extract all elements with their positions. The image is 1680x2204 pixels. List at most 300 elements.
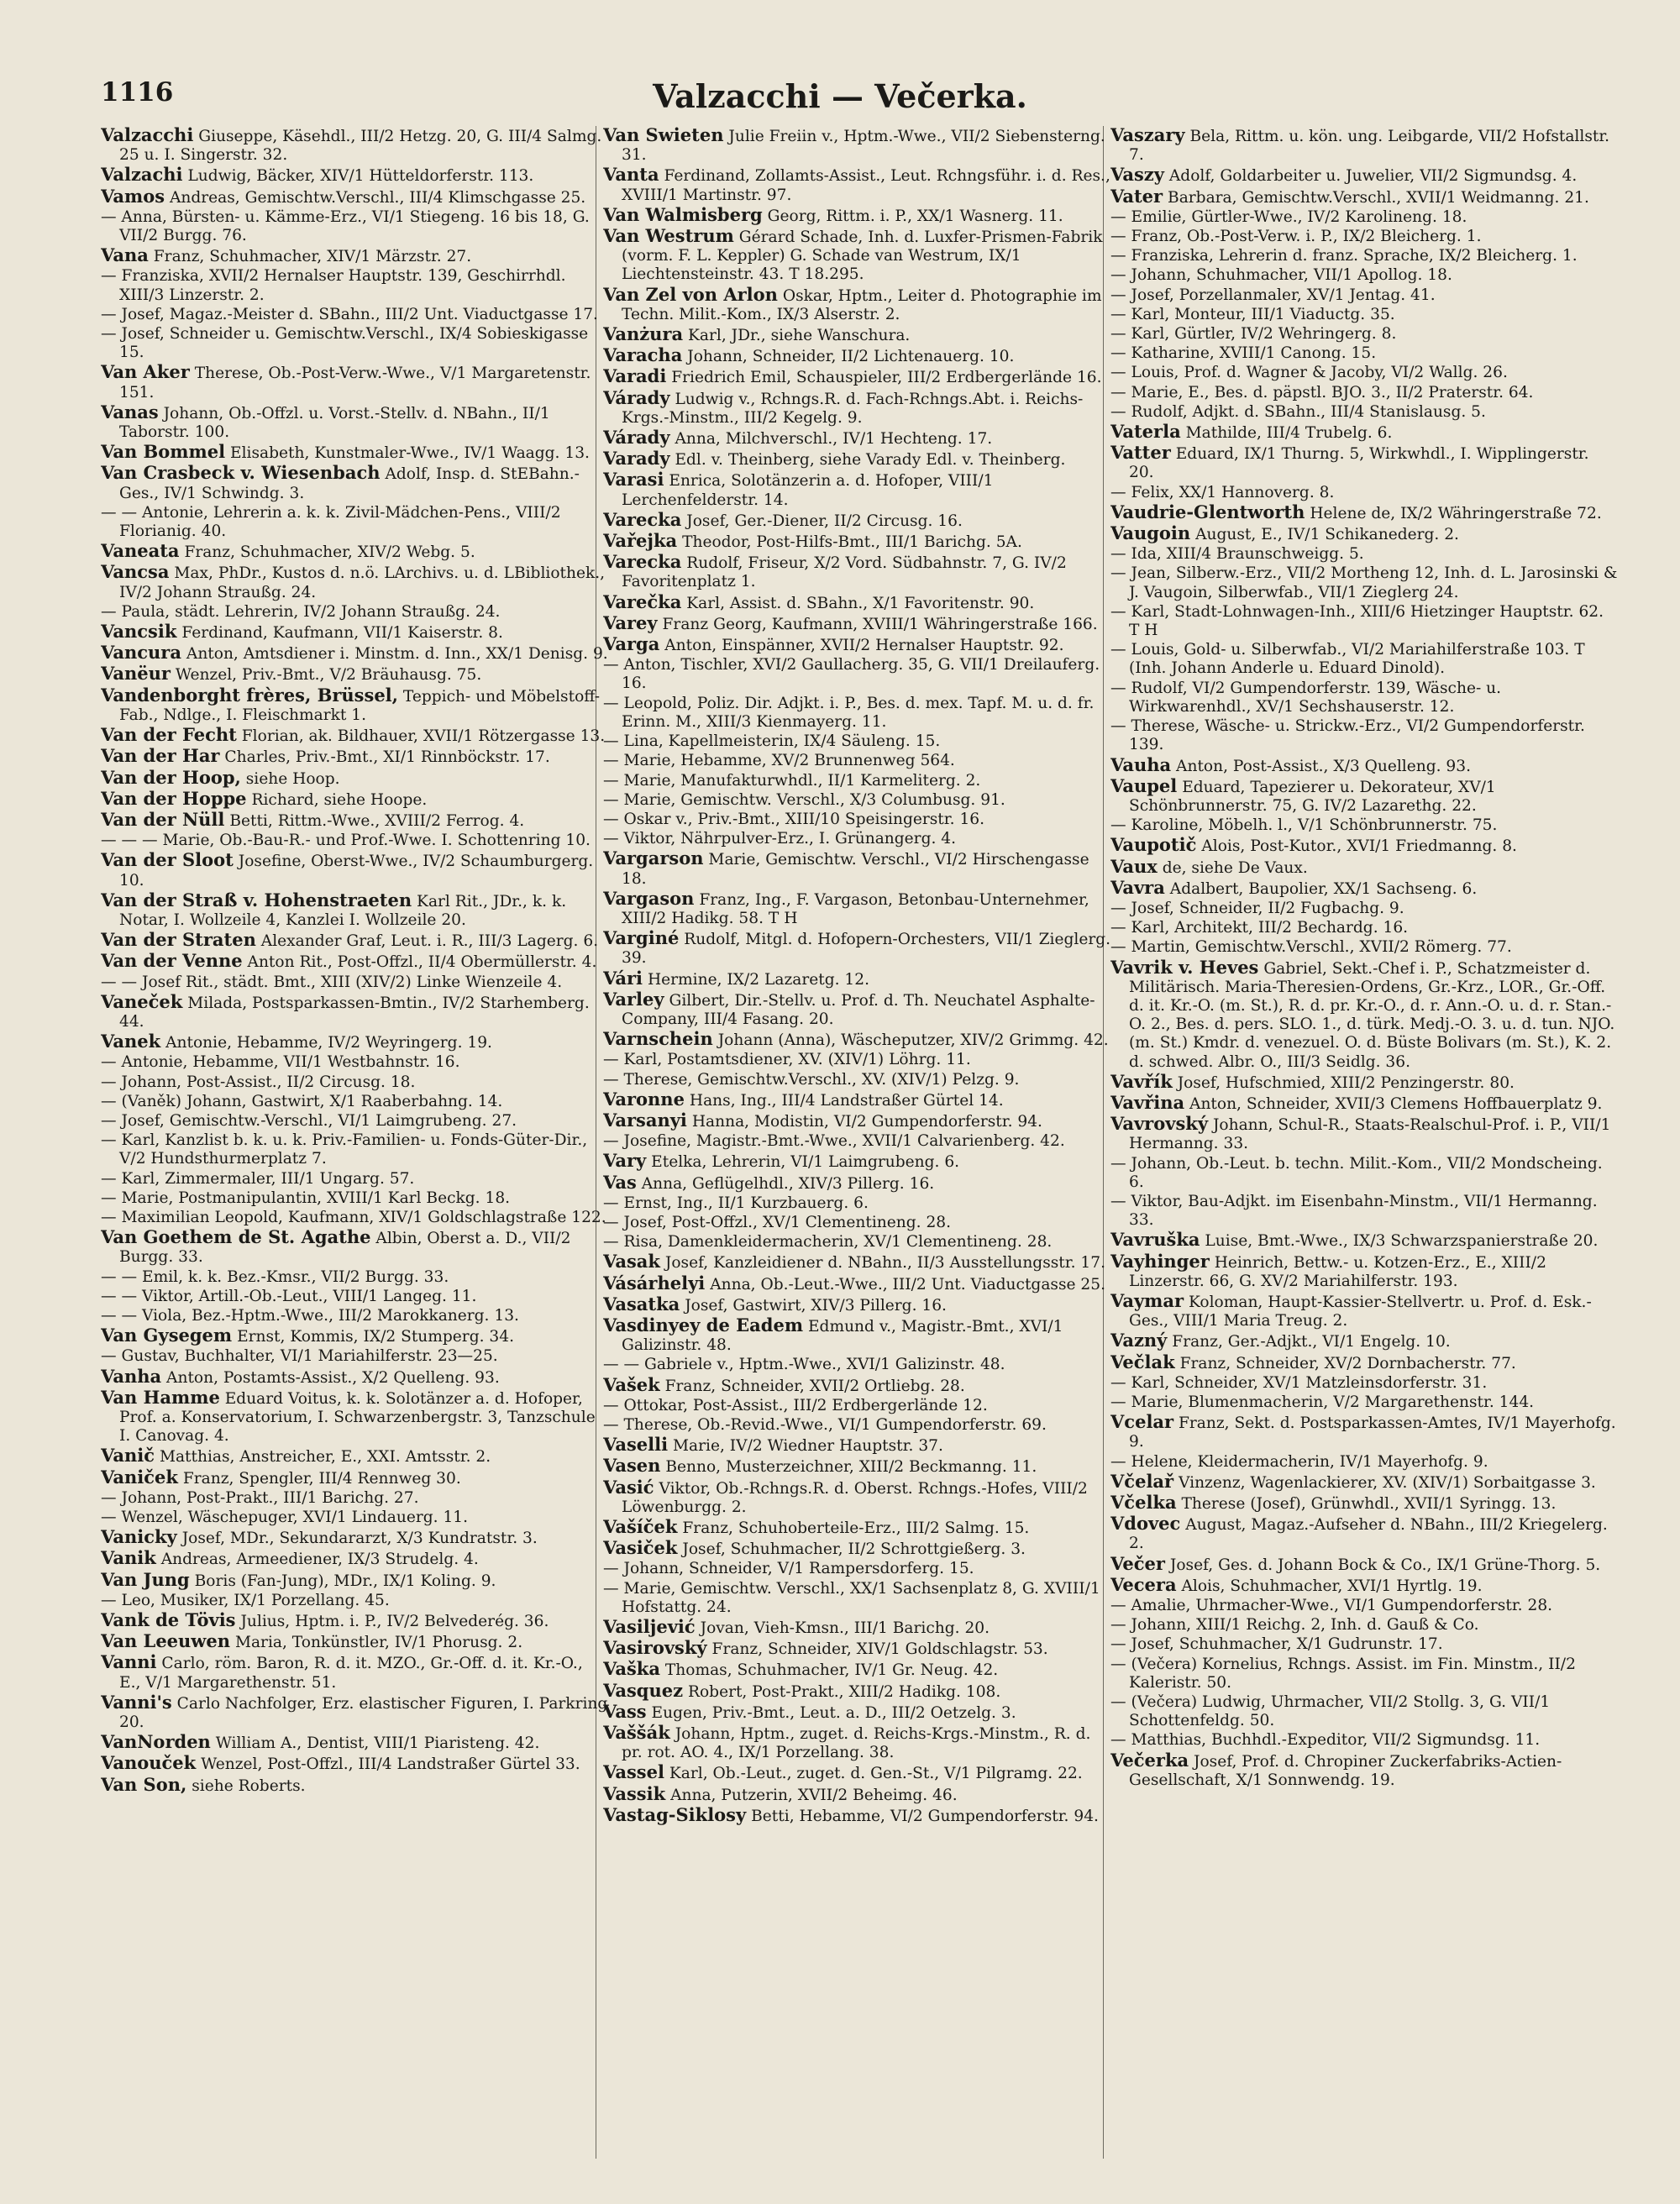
entry-details: Anna, Putzerin, XVII/2 Beheimg. 46.	[670, 1786, 958, 1804]
directory-entry	[101, 766, 609, 789]
directory-entry	[603, 929, 1111, 968]
directory-entry	[603, 635, 1111, 655]
entry-details: Karl, JDr., siehe Wanschura.	[688, 327, 911, 345]
entry-surname: Vecera	[1110, 1573, 1177, 1595]
entry-details: Wenzel, Priv.-Bmt., V/2 Bräuhausg. 75.	[175, 666, 482, 685]
directory-entry	[101, 1549, 609, 1569]
entry-surname: Vancura	[101, 642, 181, 664]
entry-details: — Franz, Ob.-Post-Verw. i. P., IX/2 Bleicherg. 1.	[1110, 228, 1482, 246]
entry-surname: Van Jung	[101, 1568, 190, 1590]
entry-details: Ludwig v., Rchngs.R. d. Fach-Rchngs.Abt. i. Reichs-Krgs.-Minstm., III/2 Kegelg. 9.	[622, 390, 1084, 427]
directory-entry	[1110, 774, 1619, 816]
entry-details: Matthias, Anstreicher, E., XXI. Amtsstr. 2.	[159, 1448, 491, 1467]
entry-surname: Van Swieten	[603, 126, 724, 145]
entry-details: Theodor, Post-Hilfs-Bmt., III/1 Barichg. 5A.	[682, 533, 1022, 552]
directory-entry	[101, 246, 609, 266]
directory-entry	[1110, 938, 1619, 957]
directory-entry	[603, 1456, 1111, 1477]
entry-details: — Johann, XIII/1 Reichg. 2, Inh. d. Gauß & Co.	[1110, 1616, 1479, 1635]
entry-details: — Antonie, Hebamme, VII/1 Westbahnstr. 16.	[101, 1053, 460, 1072]
directory-entry	[1110, 1472, 1619, 1493]
directory-entry	[603, 611, 1111, 634]
directory-entry	[101, 1773, 609, 1796]
entry-details: — Josef, Schneider u. Gemischtw.Verschl., IX/4 Sobieskigasse 15.	[101, 325, 589, 362]
entry-details: Eduard, IX/1 Thurng. 5, Wirkwhdl., I. Wipplingerstr. 20.	[1129, 445, 1589, 482]
directory-entry	[603, 1233, 1111, 1252]
entry-details: Florian, ak. Bildhauer, XVII/1 Rötzergasse 13.	[241, 727, 606, 746]
entry-details: — Marie, E., Bes. d. päpstl. BJO. 3., II/2 Praterstr. 64.	[1110, 383, 1534, 401]
entry-details: Anton Rit., Post-Offzl., II/4 Obermüllerstr. 4.	[247, 953, 597, 972]
directory-entry	[603, 1700, 1111, 1723]
entry-details: — — Viola, Bez.-Hptm.-Wwe., III/2 Marokkanerg. 13.	[101, 1306, 519, 1325]
entry-details: Marie, IV/2 Wiedner Hauptstr. 37.	[673, 1437, 943, 1456]
entry-surname: Varga	[603, 633, 660, 655]
entry-surname: Vašíček	[603, 1516, 678, 1538]
directory-entry	[603, 1173, 1111, 1194]
entry-surname: Včelař	[1110, 1470, 1174, 1492]
entry-surname: Van der Venne	[101, 950, 243, 972]
entry-details: — Oskar v., Priv.-Bmt., XIII/10 Speisingerstr. 16.	[603, 810, 985, 828]
entry-details: Anton, Amtsdiener i. Minstm. d. Inn., XX/1 Denisg. 9.	[186, 645, 608, 664]
directory-entry	[101, 1209, 609, 1227]
entry-surname: Vanha	[101, 1365, 162, 1387]
entry-details: Giuseppe, Käsehdl., III/2 Hetzg. 20, G. III/4 Salmg. 25 u. I. Singerstr. 32.	[119, 128, 602, 165]
entry-surname: Večer	[1110, 1552, 1165, 1574]
directory-entry	[1110, 1091, 1619, 1114]
entry-details: Edmund v., Magistr.-Bmt., XVI/1 Galizinstr. 48.	[622, 1317, 1063, 1355]
entry-details: — Maximilian Leopold, Kaufmann, XIV/1 Goldschlagstraße 122.	[101, 1208, 606, 1226]
directory-entry	[603, 830, 1111, 848]
directory-entry	[603, 1518, 1111, 1538]
directory-entry	[603, 1618, 1111, 1638]
entry-surname: Vary	[603, 1150, 647, 1172]
directory-entry	[101, 1288, 609, 1306]
entry-details: — Karl, Postamtsdiener, XV. (XIV/1) Löhrg. 11.	[603, 1051, 971, 1069]
entry-details: Franz, Schuhmacher, XIV/1 Märzstr. 27.	[153, 248, 472, 266]
directory-entry	[1110, 364, 1619, 382]
entry-details: — Ottokar, Post-Assist., III/2 Erdbergerlände 12.	[603, 1396, 988, 1414]
entry-details: — — Viktor, Artill.-Ob.-Leut., VIII/1 Langeg. 11.	[101, 1287, 477, 1305]
directory-entry	[1110, 1374, 1619, 1393]
directory-entry	[603, 969, 1111, 989]
entry-details: Gilbert, Dir.-Stellv. u. Prof. d. Th. Neuchatel Asphalte-Company, III/4 Fasang. 20.	[622, 991, 1095, 1028]
directory-entry	[101, 1388, 609, 1446]
entry-details: Franz, Ing., F. Vargason, Betonbau-Unternehmer, XIII/2 Hadikg. 58. T H	[622, 890, 1089, 927]
entry-details: — Karl, Gürtler, IV/2 Wehringerg. 8.	[1110, 325, 1397, 344]
entry-surname: Van Hamme	[101, 1386, 220, 1408]
entry-details: Eduard Voitus, k. k. Solotänzer a. d. Hofoper, Prof. a. Konservatorium, I. Schwarzenbergstr. 3, Tanzschule I. Canovag. 4.	[119, 1389, 596, 1446]
directory-entry	[1110, 126, 1619, 165]
directory-entry	[603, 1030, 1111, 1050]
directory-entry	[101, 542, 609, 562]
entry-surname: Vasiljević	[603, 1616, 696, 1638]
directory-entry	[101, 1268, 609, 1287]
directory-entry	[101, 931, 609, 951]
entry-details: — Karoline, Möbelh. l., V/1 Schönbrunnerstr. 75.	[1110, 816, 1498, 835]
entry-details: — Paula, städt. Lehrerin, IV/2 Johann Straußg. 24.	[101, 602, 501, 621]
entry-surname: Vasquez	[603, 1679, 684, 1701]
entry-details: Andreas, Armeediener, IX/3 Strudelg. 4.	[160, 1551, 479, 1569]
entry-details: Anna, Milchverschl., IV/1 Hechteng. 17.	[675, 430, 993, 449]
entry-details: — Marie, Manufakturwhdl., II/1 Karmeliterg. 2.	[603, 771, 981, 790]
directory-entry	[1110, 836, 1619, 856]
entry-surname: Van der Sloot	[101, 849, 234, 871]
directory-entry	[603, 126, 1111, 165]
entry-surname: Vanek	[101, 1031, 161, 1052]
directory-entry	[603, 1152, 1111, 1172]
entry-surname: Vasdinyey de Eadem	[603, 1314, 804, 1336]
entry-details: Teppich- und Möbelstoff-Fab., Ndlge., I. Fleischmarkt 1.	[119, 687, 601, 724]
directory-entry	[1110, 1731, 1619, 1750]
entry-details: Josef, Ges. d. Johann Bock & Co., IX/1 Grüne-Thorg. 5.	[1169, 1556, 1601, 1574]
directory-entry	[101, 747, 609, 767]
directory-entry	[1110, 545, 1619, 564]
directory-entry	[101, 464, 609, 502]
entry-details: Maria, Tonkünstler, IV/1 Phorusg. 2.	[234, 1634, 523, 1652]
directory-entry	[101, 851, 609, 889]
entry-details: Adolf, Goldarbeiter u. Juwelier, VII/2 Sigmundsg. 4.	[1168, 167, 1578, 186]
directory-entry	[1110, 325, 1619, 344]
directory-entry	[101, 1509, 609, 1527]
directory-entry	[101, 187, 609, 207]
directory-entry	[603, 1679, 1111, 1702]
entry-details: — Leopold, Poliz. Dir. Adjkt. i. P., Bes. d. mex. Tapf. M. u. d. fr. Erinn. M., XIII/3 Kienmayerg. 11.	[603, 694, 1095, 731]
entry-surname: Vaneček	[101, 990, 183, 1012]
entry-details: — Viktor, Nährpulver-Erz., I. Grünangerg. 4.	[603, 830, 957, 848]
entry-surname: Vargarson	[603, 847, 704, 869]
entry-surname: Varecka	[603, 551, 682, 573]
entry-details: Jovan, Vieh-Kmsn., III/1 Barichg. 20.	[700, 1619, 990, 1638]
entry-surname: Vasatka	[603, 1293, 680, 1315]
entry-details: Carlo, röm. Baron, R. d. it. MZO., Gr.-Off. d. it. Kr.-O., E., V/1 Margarethenstr. 51.	[119, 1655, 583, 1692]
entry-details: Thomas, Schuhmacher, IV/1 Gr. Neug. 42.	[664, 1661, 999, 1680]
directory-entry	[1110, 1193, 1619, 1230]
entry-details: Georg, Rittm. i. P., XX/1 Wasnerg. 11.	[767, 207, 1063, 225]
entry-surname: Vanni	[101, 1651, 157, 1673]
entry-details: Anton, Postamts-Assist., X/2 Quelleng. 93.	[166, 1368, 500, 1387]
directory-entry	[603, 1132, 1111, 1151]
entry-details: Helene de, IX/2 Währingerstraße 72.	[1310, 504, 1602, 522]
directory-entry	[1110, 403, 1619, 422]
entry-surname: Van der Hoppe	[101, 787, 247, 809]
entry-surname: Vaniček	[101, 1466, 178, 1488]
entry-details: Franz, Schneider, XV/2 Dornbacherstr. 77.	[1179, 1354, 1516, 1372]
entry-details: — Therese, Gemischtw.Verschl., XV. (XIV/1) Pelzg. 9.	[603, 1070, 1020, 1089]
directory-entry	[101, 1228, 609, 1267]
entry-details: — Rudolf, Adjkt. d. SBahn., III/4 Stanislausg. 5.	[1110, 402, 1486, 421]
entry-details: Alois, Schuhmacher, XVI/1 Hyrtlg. 19.	[1181, 1577, 1483, 1595]
entry-details: Eugen, Priv.-Bmt., Leut. a. D., III/2 Oetzelg. 3.	[651, 1703, 1016, 1722]
directory-entry	[603, 1214, 1111, 1232]
entry-details: Josef, MDr., Sekundararzt, X/3 Kundratstr. 3.	[181, 1530, 538, 1548]
column-1	[101, 126, 609, 2159]
entry-details: Johann, Hptm., zuget. d. Reichs-Krgs.-Minstm., R. d. pr. rot. AO. 4., IX/1 Porzellang. 38.	[622, 1725, 1091, 1762]
directory-entry	[1110, 306, 1619, 324]
entry-details: Josef, Ger.-Diener, II/2 Circusg. 16.	[686, 512, 963, 530]
entry-surname: Van Zel von Arlon	[603, 283, 778, 305]
entry-surname: Van Walmisberg	[603, 203, 763, 225]
entry-surname: Van der Straten	[101, 929, 256, 951]
directory-entry	[101, 891, 609, 930]
entry-details: William A., Dentist, VIII/1 Piaristeng. 42.	[215, 1734, 540, 1753]
directory-entry	[603, 1252, 1111, 1273]
entry-details: — Josef, Magaz.-Meister d. SBahn., III/2 Unt. Viaductgasse 17.	[101, 305, 598, 323]
directory-entry	[1110, 1552, 1619, 1575]
directory-entry	[101, 504, 609, 541]
directory-entry	[603, 1660, 1111, 1680]
entry-details: Franz, Schneider, XVII/2 Ortliebg. 28.	[664, 1377, 965, 1395]
entry-details: — Marie, Postmanipulantin, XVIII/1 Karl Beckg. 18.	[101, 1189, 511, 1207]
entry-surname: Vamos	[101, 185, 165, 207]
entry-details: Andreas, Gemischtw.Verschl., III/4 Klimschgasse 25.	[169, 188, 586, 207]
directory-entry	[1110, 1353, 1619, 1373]
entry-details: Karl, Assist. d. SBahn., X/1 Favoritenstr. 90.	[686, 594, 1035, 612]
entry-surname: Vaudrie-Glentworth	[1110, 501, 1305, 522]
entry-surname: Vandenborght frères, Brüssel,	[101, 684, 398, 706]
entry-details: Franz, Ger.-Adjkt., VI/1 Engelg. 10.	[1172, 1333, 1451, 1351]
entry-details: — Karl, Zimmermaler, III/1 Ungarg. 57.	[101, 1169, 415, 1188]
directory-entry	[101, 208, 609, 245]
directory-entry	[603, 1194, 1111, 1213]
entry-details: Karl Rit., JDr., k. k. Notar, I. Wollzeile 4, Kanzlei I. Wollzeile 20.	[119, 892, 567, 929]
entry-details: Adalbert, Baupolier, XX/1 Sachseng. 6.	[1169, 879, 1478, 898]
entry-details: Josef, Kanzleidiener d. NBahn., II/3 Ausstellungsstr. 17.	[664, 1254, 1106, 1273]
directory-entry	[1110, 1453, 1619, 1472]
entry-details: Ferdinand, Kaufmann, VII/1 Kaiserstr. 8.	[181, 624, 503, 643]
entry-details: — Johann, Post-Prakt., III/1 Barichg. 27.	[101, 1488, 419, 1507]
entry-surname: Vancsa	[101, 561, 170, 583]
directory-entry	[1110, 876, 1619, 899]
directory-entry	[1110, 1231, 1619, 1251]
entry-surname: Valzachi	[101, 164, 183, 186]
directory-entry	[603, 1051, 1111, 1069]
entry-surname: Van Goethem de St. Agathe	[101, 1226, 371, 1248]
entry-surname: Varsanyi	[603, 1109, 687, 1131]
directory-entry	[603, 791, 1111, 810]
entry-surname: Vanta	[603, 164, 659, 186]
entry-surname: Vavrik v. Heves	[1110, 956, 1259, 978]
entry-details: Alexander Graf, Leut. i. R., III/3 Lagerg. 6.	[260, 932, 599, 951]
directory-entry	[603, 695, 1111, 732]
entry-details: Julius, Hptm. i. P., IV/2 Belvederég. 36.	[240, 1613, 549, 1631]
entry-surname: Vanik	[101, 1547, 156, 1569]
entry-surname: Vaselli	[603, 1434, 669, 1456]
entry-details: Edl. v. Theinberg, siehe Varady Edl. v. Theinberg.	[675, 451, 1066, 470]
entry-surname: Van Westrum	[603, 225, 734, 247]
entry-details: Antonie, Hebamme, IV/2 Weyringerg. 19.	[165, 1034, 492, 1052]
entry-surname: Vazný	[1110, 1330, 1168, 1351]
entry-details: — Anton, Tischler, XVI/2 Gaullacherg. 35, G. VII/1 Dreilauferg. 16.	[603, 656, 1100, 693]
entry-details: — Ida, XIII/4 Braunschweigg. 5.	[1110, 545, 1364, 564]
directory-entry	[1110, 1115, 1619, 1153]
entry-surname: Vass	[603, 1700, 647, 1722]
entry-surname: Vauha	[1110, 753, 1172, 775]
directory-entry	[101, 1073, 609, 1092]
entry-details: Enrica, Solotänzerin a. d. Hofoper, VIII/1 Lerchenfelderstr. 14.	[622, 472, 994, 509]
directory-entry	[603, 772, 1111, 790]
directory-entry	[603, 811, 1111, 829]
entry-details: — Josef, Schneider, II/2 Fugbachg. 9.	[1110, 899, 1404, 917]
directory-entry	[603, 752, 1111, 770]
entry-surname: Vanicky	[101, 1526, 177, 1548]
entry-surname: Vaterla	[1110, 421, 1181, 443]
directory-entry	[101, 1733, 609, 1753]
entry-surname: Varonne	[603, 1088, 685, 1110]
entry-details: Franz, Spengler, III/4 Rennweg 30.	[182, 1469, 461, 1488]
directory-entry	[101, 1170, 609, 1189]
entry-details: — Karl, Architekt, III/2 Bechardg. 16.	[1110, 919, 1409, 937]
entry-surname: Vanni's	[101, 1691, 172, 1713]
entry-details: — Karl, Stadt-Lohnwagen-Inh., XIII/6 Hietzinger Hauptstr. 62. T H	[1110, 602, 1604, 640]
entry-details: — Wenzel, Wäschepuger, XVI/1 Lindauerg. 11.	[101, 1509, 469, 1527]
entry-details: Betti, Hebamme, VI/2 Gumpendorferstr. 94.	[751, 1807, 1099, 1825]
entry-details: Anna, Ob.-Leut.-Wwe., III/2 Unt. Viaductgasse 25.	[710, 1275, 1105, 1294]
entry-details: Therese (Josef), Grünwhdl., XVII/1 Syringg. 13.	[1181, 1495, 1557, 1514]
entry-surname: Van Son,	[101, 1773, 187, 1795]
entry-surname: Vaymar	[1110, 1289, 1184, 1311]
entry-surname: Vaupel	[1110, 774, 1178, 796]
directory-entry	[1110, 286, 1619, 305]
entry-details: Josefine, Oberst-Wwe., IV/2 Schaumburgerg. 10.	[119, 853, 594, 889]
entry-details: — Johann, Schneider, V/1 Rampersdorferg. 15.	[603, 1560, 974, 1578]
entry-surname: Večlak	[1110, 1351, 1175, 1372]
entry-surname: Vavřík	[1110, 1070, 1173, 1092]
entry-details: de, siehe De Vaux.	[1162, 858, 1308, 877]
directory-entry	[1110, 165, 1619, 186]
entry-details: Robert, Post-Prakt., XIII/2 Hadikg. 108.	[687, 1682, 1001, 1701]
directory-entry	[603, 1478, 1111, 1517]
directory-entry	[1110, 208, 1619, 227]
entry-surname: Vanič	[101, 1445, 155, 1467]
entry-surname: Varečka	[603, 590, 682, 612]
directory-entry	[101, 1693, 609, 1732]
directory-entry	[1110, 641, 1619, 678]
entry-details: — Matthias, Buchhdl.-Expeditor, VII/2 Sigmundsg. 11.	[1110, 1731, 1541, 1750]
entry-details: — Ernst, Ing., II/1 Kurzbauerg. 6.	[603, 1194, 869, 1212]
entry-surname: Várady	[603, 386, 670, 408]
entry-surname: Vater	[1110, 185, 1163, 207]
directory-entry	[1110, 900, 1619, 918]
directory-entry	[603, 1356, 1111, 1374]
entry-surname: Van der Fecht	[101, 724, 237, 746]
directory-entry	[603, 1639, 1111, 1659]
entry-surname: Van der Nüll	[101, 808, 225, 830]
directory-entry	[101, 1592, 609, 1610]
entry-surname: Včelka	[1110, 1492, 1177, 1514]
directory-entry	[603, 1090, 1111, 1110]
entry-details: Johann, Schul-R., Staats-Realschul-Prof. i. P., VII/1 Hermanng. 33.	[1129, 1116, 1611, 1153]
entry-details: Oskar, Hptm., Leiter d. Photographie im Techn. Milit.-Kom., IX/3 Alserstr. 2.	[622, 286, 1102, 323]
directory-entry	[101, 952, 609, 972]
entry-details: — Felix, XX/1 Hannoverg. 8.	[1110, 483, 1335, 501]
entry-details: Anton, Post-Assist., X/3 Quelleng. 93.	[1176, 757, 1471, 775]
directory-entry	[1110, 564, 1619, 601]
directory-entry	[603, 165, 1111, 204]
entry-details: Therese, Ob.-Post-Verw.-Wwe., V/1 Margaretenstr. 151.	[119, 365, 591, 401]
directory-entry	[1110, 717, 1619, 754]
directory-entry	[1110, 1616, 1619, 1635]
directory-entry	[1110, 1635, 1619, 1654]
entry-surname: Van Gysegem	[101, 1325, 233, 1346]
entry-surname: Vári	[603, 967, 643, 989]
directory-entry	[101, 1754, 609, 1774]
entry-surname: Varady	[603, 448, 670, 470]
directory-entry	[101, 603, 609, 622]
entry-details: Albin, Oberst a. D., VII/2 Burgg. 33.	[119, 1230, 571, 1267]
entry-surname: Vasiček	[603, 1537, 678, 1559]
directory-entry	[1110, 187, 1619, 207]
directory-entry	[1110, 344, 1619, 363]
directory-entry	[101, 1528, 609, 1548]
entry-surname: Van der Straß v. Hohenstraeten	[101, 889, 412, 910]
entry-surname: Vassel	[603, 1761, 664, 1783]
directory-entry	[101, 1632, 609, 1652]
directory-entry	[1110, 422, 1619, 443]
entry-details: Rudolf, Friseur, X/2 Vord. Südbahnstr. 7, G. IV/2 Favoritenplatz 1.	[622, 554, 1067, 591]
entry-details: — — Antonie, Lehrerin a. k. k. Zivil-Mädchen-Pens., VIII/2 Florianig. 40.	[101, 503, 561, 541]
entry-details: Richard, siehe Hoope.	[251, 790, 428, 809]
entry-details: — Josef, Post-Offzl., XV/1 Clementineng. 28.	[603, 1213, 952, 1231]
directory-entry	[603, 1111, 1111, 1131]
directory-entry	[603, 1803, 1111, 1826]
entry-surname: Vaux	[1110, 855, 1158, 877]
entry-details: — Amalie, Uhrmacher-Wwe., VI/1 Gumpendorferstr. 28.	[1110, 1597, 1553, 1615]
entry-details: — Marie, Gemischtw. Verschl., XX/1 Sachsenplatz 8, G. XVIII/1 Hofstattg. 24.	[603, 1579, 1100, 1616]
entry-surname: Van Bommel	[101, 441, 226, 463]
entry-details: — Therese, Wäsche- u. Strickw.-Erz., VI/2 Gumpendorferstr. 139.	[1110, 717, 1585, 754]
entry-details: — Marie, Blumenmacherin, V/2 Margarethenstr. 144.	[1110, 1393, 1535, 1411]
directory-entry	[1110, 384, 1619, 402]
entry-details: — Franziska, Lehrerin d. franz. Sprache, IX/2 Bleicherg. 1.	[1110, 247, 1578, 265]
entry-details: — Rudolf, VI/2 Gumpendorferstr. 139, Wäsche- u. Wirkwarenhdl., XV/1 Sechshauserstr. 12.	[1110, 679, 1502, 716]
directory-entry	[101, 643, 609, 664]
entry-details: August, Magaz.-Aufseher d. NBahn., III/2 Kriegelerg. 2.	[1129, 1516, 1608, 1553]
entry-details: Ferdinand, Zollamts-Assist., Leut. Rchngsführ. i. d. Res., XVIII/1 Martinstr. 97.	[622, 167, 1110, 204]
entry-details: Marie, Gemischtw. Verschl., VI/2 Hirschengasse 18.	[622, 851, 1089, 888]
entry-details: Max, PhDr., Kustos d. n.ö. LArchivs. u. d. LBibliothek., IV/2 Johann Straußg. 24.	[119, 564, 606, 601]
column-2	[603, 126, 1111, 2159]
entry-surname: Vásárhelyi	[603, 1272, 706, 1294]
directory-entry	[101, 832, 609, 850]
directory-entry	[1110, 1573, 1619, 1596]
directory-entry	[101, 1446, 609, 1467]
directory-entry	[603, 590, 1111, 613]
directory-entry	[101, 686, 609, 725]
entry-surname: Vaška	[603, 1658, 660, 1680]
directory-entry	[1110, 919, 1619, 937]
directory-entry	[101, 1131, 609, 1168]
directory-entry	[1110, 503, 1619, 523]
directory-entry	[1110, 1656, 1619, 1692]
entry-details: — Louis, Gold- u. Silberwfab., VI/2 Mariahilferstraße 103. T (Inh. Johann Anderle u. Eduard Dinold).	[1110, 641, 1585, 678]
directory-entry	[1110, 1393, 1619, 1412]
entry-surname: Vasen	[603, 1455, 661, 1477]
directory-entry	[603, 1539, 1111, 1559]
entry-details: Gérard Schade, Inh. d. Luxfer-Prismen-Fabrik (vorm. F. L. Keppler) G. Schade van Westrum, IX/1 Liechtensteinstr. 43. T 18.295.	[622, 228, 1103, 284]
entry-surname: Vaszy	[1110, 164, 1164, 186]
directory-entry	[603, 849, 1111, 888]
directory-entry	[603, 553, 1111, 591]
entry-details: Elisabeth, Kunstmaler-Wwe., IV/1 Waagg. 13.	[230, 444, 590, 463]
entry-details: Josef, Hufschmied, XIII/2 Penzingerstr. 80.	[1177, 1073, 1515, 1092]
directory-entry	[101, 126, 609, 165]
entry-details: — Johann, Ob.-Leut. b. techn. Milit.-Kom., VII/2 Mondscheing. 6.	[1110, 1154, 1603, 1191]
entry-surname: Varley	[603, 988, 664, 1010]
directory-entry	[1110, 1493, 1619, 1514]
entry-details: — Helene, Kleidermacherin, IV/1 Mayerhofg. 9.	[1110, 1452, 1488, 1471]
entry-details: siehe Roberts.	[192, 1776, 306, 1795]
directory-entry	[1110, 524, 1619, 544]
